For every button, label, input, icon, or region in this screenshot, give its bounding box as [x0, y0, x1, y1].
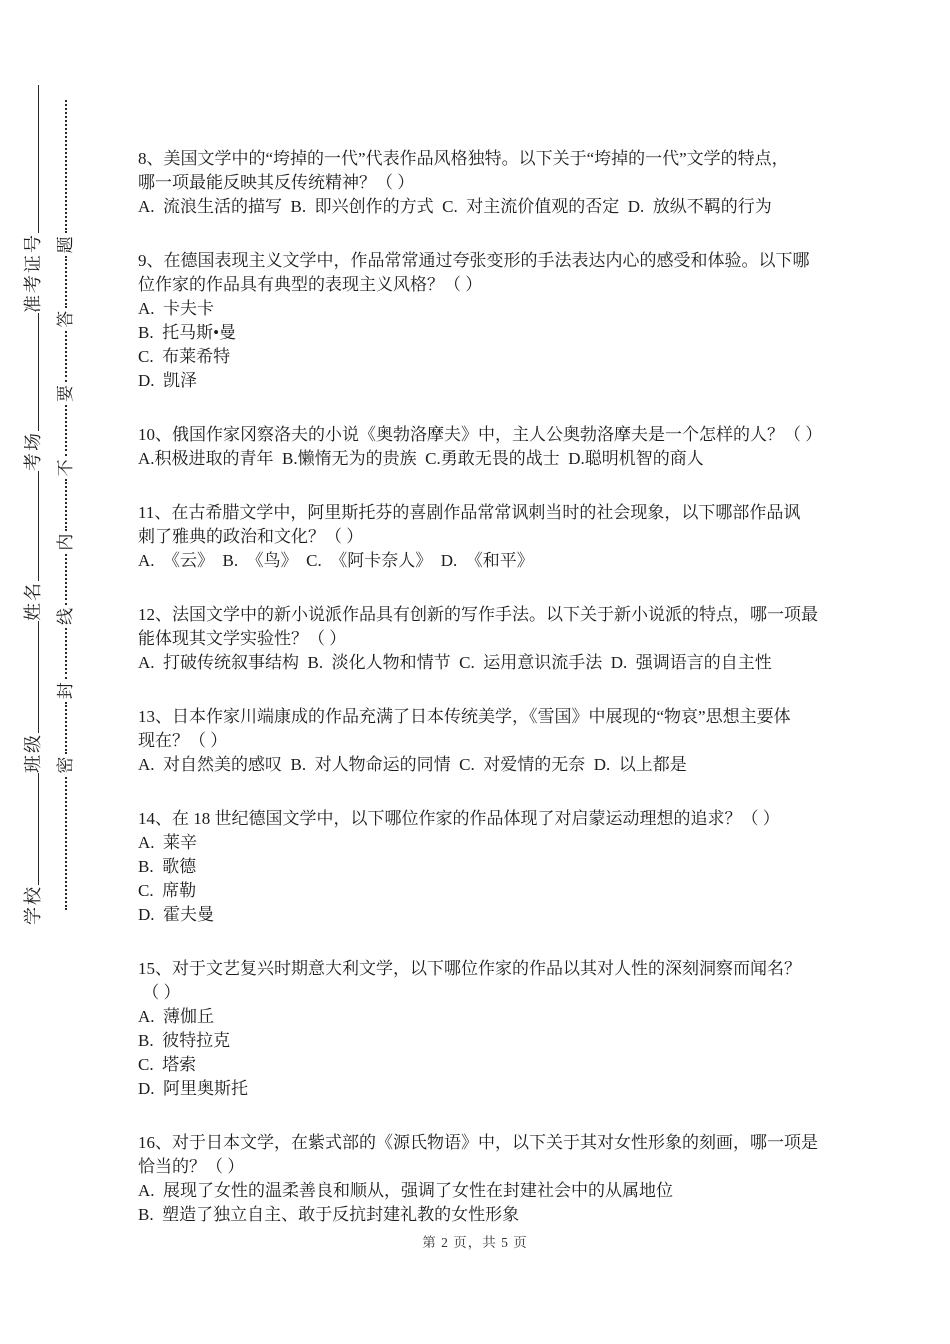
question-15 [138, 957, 880, 1101]
seal-char: 内 [56, 533, 75, 551]
seal-dots [65, 405, 67, 456]
question-line: （ ） [138, 983, 181, 1002]
question-line: 恰当的？（ ） [138, 1157, 245, 1176]
question-option-b: B. 彼特拉克 [138, 1031, 231, 1050]
seal-dots [65, 554, 67, 605]
seal-char: 密 [56, 756, 75, 774]
exam-room-label: 考场 [23, 431, 43, 471]
seal-dots [65, 100, 67, 233]
name-blank-line [26, 471, 39, 581]
question-options: A. 《云》 B. 《鸟》 C. 《阿卡奈人》 D. 《和平》 [138, 551, 534, 570]
question-list [138, 147, 880, 1257]
seal-char: 线 [56, 607, 75, 625]
question-line: 位作家的作品具有典型的表现主义风格？（ ） [138, 275, 483, 294]
question-line: 8、美国文学中的“垮掉的一代”代表作品风格独特。以下关于“垮掉的一代”文学的特点， [138, 149, 789, 168]
question-10 [138, 423, 880, 471]
ticket-number-label: 准考证号 [23, 233, 43, 313]
question-line: 9、在德国表现主义文学中，作品常常通过夸张变形的手法表达内心的感受和体验。以下哪 [138, 251, 810, 270]
seal-dots [65, 777, 67, 910]
question-option-b: B. 托马斯•曼 [138, 323, 237, 342]
question-option-b: B. 塑造了独立自主、敢于反抗封建礼教的女性形象 [138, 1205, 520, 1224]
seal-dotted-line [54, 100, 78, 910]
question-option-d: D. 阿里奥斯托 [138, 1079, 249, 1098]
question-option-b: B. 歌德 [138, 857, 197, 876]
question-option-c: C. 席勒 [138, 881, 197, 900]
question-line: 10、俄国作家冈察洛夫的小说《奥勃洛摩夫》中，主人公奥勃洛摩夫是一个怎样的人？（ ） [138, 425, 823, 444]
question-option-a: A. 展现了女性的温柔善良和顺从，强调了女性在封建社会中的从属地位 [138, 1181, 674, 1200]
question-option-d: D. 霍夫曼 [138, 905, 215, 924]
question-option-a: A. 卡夫卡 [138, 299, 215, 318]
question-option-a: A. 薄伽丘 [138, 1007, 215, 1026]
question-line: 哪一项最能反映其反传统精神？（ ） [138, 173, 415, 192]
question-12 [138, 603, 880, 675]
seal-dots [65, 256, 67, 307]
exam-room-blank-line [26, 313, 39, 431]
question-11 [138, 501, 880, 573]
class-blank-line [26, 621, 39, 733]
question-line: 11、在古希腊文学中，阿里斯托芬的喜剧作品常常讽刺当时的社会现象，以下哪部作品讽 [138, 503, 801, 522]
seal-dots [65, 702, 67, 753]
seal-dots [65, 331, 67, 382]
seal-dots [65, 628, 67, 679]
seal-char: 不 [56, 459, 75, 477]
question-line: 刺了雅典的政治和文化？（ ） [138, 527, 364, 546]
page-number: 第 2 页，共 5 页 [422, 1235, 528, 1250]
student-info-line [18, 85, 48, 925]
question-16 [138, 1131, 880, 1227]
question-8 [138, 147, 880, 219]
class-label: 班级 [23, 733, 43, 773]
question-option-c: C. 布莱希特 [138, 347, 231, 366]
question-line: 14、在 18 世纪德国文学中，以下哪位作家的作品体现了对启蒙运动理想的追求？（ ） [138, 809, 780, 828]
question-option-d: D. 凯泽 [138, 371, 198, 390]
question-option-a: A. 莱辛 [138, 833, 198, 852]
question-options: A. 打破传统叙事结构 B. 淡化人物和情节 C. 运用意识流手法 D. 强调语言的自主性 [138, 653, 772, 672]
question-9 [138, 249, 880, 393]
question-options: A. 对自然美的感叹 B. 对人物命运的同情 C. 对爱情的无奈 D. 以上都是 [138, 755, 687, 774]
question-options: A.积极进取的青年 B.懒惰无为的贵族 C.勇敢无畏的战士 D.聪明机智的商人 [138, 449, 704, 468]
question-line: 13、日本作家川端康成的作品充满了日本传统美学，《雪国》中展现的“物哀”思想主要体 [138, 707, 791, 726]
school-label: 学校 [23, 885, 43, 925]
question-line: 16、对于日本文学，在紫式部的《源氏物语》中，以下关于其对女性形象的刻画，哪一项是 [138, 1133, 818, 1152]
seal-char: 答 [56, 310, 75, 328]
question-14 [138, 807, 880, 927]
question-line: 12、法国文学中的新小说派作品具有创新的写作手法。以下关于新小说派的特点，哪一项最 [138, 605, 818, 624]
seal-char: 封 [56, 682, 75, 700]
school-blank-line [26, 773, 39, 885]
seal-dots [65, 479, 67, 530]
question-options: A. 流浪生活的描写 B. 即兴创作的方式 C. 对主流价值观的否定 D. 放纵不羁的行为 [138, 197, 772, 216]
seal-char: 题 [56, 236, 75, 254]
question-line: 能体现其文学实验性？（ ） [138, 629, 347, 648]
question-line: 15、对于文艺复兴时期意大利文学，以下哪位作家的作品以其对人性的深刻洞察而闻名？ [138, 959, 801, 978]
ticket-number-blank-line [26, 85, 39, 233]
question-line: 现在？（ ） [138, 731, 228, 750]
seal-char: 要 [56, 385, 75, 403]
question-13 [138, 705, 880, 777]
name-label: 姓名 [23, 581, 43, 621]
question-option-c: C. 塔索 [138, 1055, 197, 1074]
